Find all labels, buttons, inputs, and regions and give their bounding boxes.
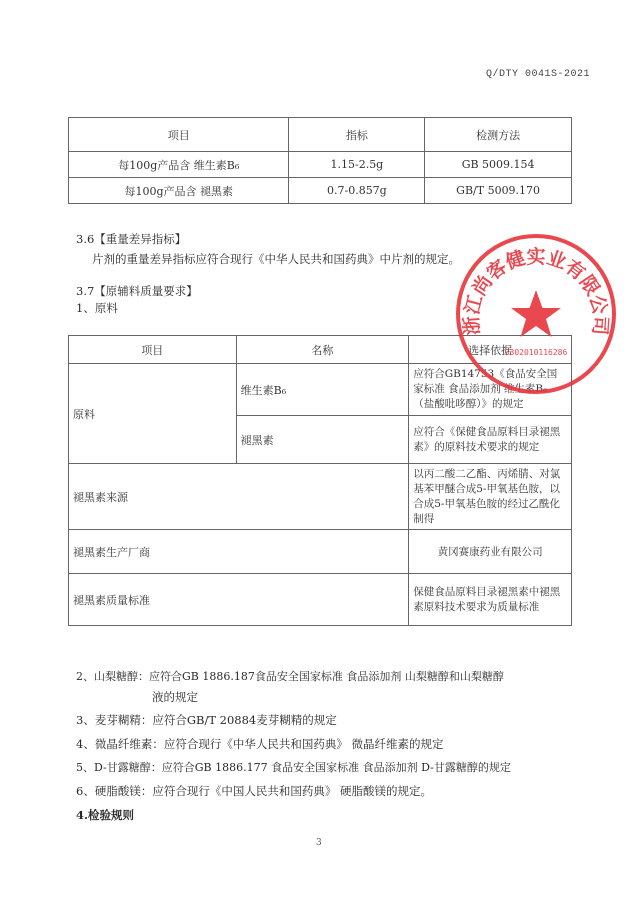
- list-item-continuation: 液的规定: [152, 690, 198, 704]
- table-row: [69, 464, 572, 530]
- table-header-cell: 名称: [236, 336, 409, 364]
- seal-star-icon: [511, 290, 561, 337]
- table-cell: 每100g产品含 褪黑素: [69, 178, 289, 204]
- table-row: [69, 530, 572, 574]
- table-cell: 褪黑素生产厂商: [69, 530, 409, 574]
- seal-code: 3302010116286: [504, 348, 568, 357]
- table-cell: 1.15-2.5g: [289, 152, 425, 178]
- seal-text: 浙江尚客健实业有限公司: [460, 245, 612, 336]
- table-cell: 保健食品原料目录褪黑素中褪黑素原料技术要求为质量标准: [409, 574, 572, 626]
- table-cell: 0.7-0.857g: [289, 178, 425, 204]
- table-cell: 褪黑素: [236, 416, 409, 464]
- table-cell: GB/T 5009.170: [425, 178, 572, 204]
- list-item: 3、麦芽糊精：应符合GB/T 20884麦芽糊精的规定: [76, 713, 337, 727]
- page-number: 3: [316, 838, 322, 848]
- table-cell: 每100g产品含 维生素B₆: [69, 152, 289, 178]
- section-heading-4: 4.检验规则: [76, 808, 135, 822]
- list-item: 2、山梨糖醇：应符合GB 1886.187食品安全国家标准 食品添加剂 山梨糖醇和山梨糖醇: [76, 670, 504, 683]
- table-cell: 褪黑素来源: [69, 464, 409, 530]
- table-cell: 维生素B₆: [236, 364, 409, 416]
- table-cell: 原料: [69, 364, 237, 464]
- document-number: Q/DTY 0041S-2021: [486, 69, 591, 80]
- section-heading-3-7: 3.7【原辅料质量要求】: [76, 284, 198, 298]
- table-row: [69, 574, 572, 626]
- list-item: 4、微晶纤维素：应符合现行《中华人民共和国药典》 微晶纤维素的规定: [76, 737, 444, 751]
- table-cell: 黄冈赛康药业有限公司: [409, 530, 572, 574]
- table-cell: 以丙二酸二乙酯、丙烯腈、对氯基苯甲醚合成5-甲氧基色胺，以合成5-甲氧基色胺的经过乙酰化制得: [409, 464, 572, 530]
- section-text-3-6: 片剂的重量差异指标应符合现行《中华人民共和国药典》中片剂的规定。: [92, 252, 460, 266]
- table-header-cell: 项目: [69, 336, 237, 364]
- table-cell: 褪黑素质量标准: [69, 574, 409, 626]
- section-heading-3-6: 3.6【重量差异指标】: [76, 232, 187, 246]
- table-header-row: [69, 118, 572, 152]
- table-header-cell: 检测方法: [425, 118, 572, 152]
- table-cell: 应符合GB14753《食品安全国家标准 食品添加剂 维生素B₆（盐酸吡哆醇）》的规定: [409, 364, 572, 416]
- table-row: [69, 178, 572, 204]
- indicator-table: [68, 117, 572, 204]
- table-row: [69, 152, 572, 178]
- list-item: 6、硬脂酸镁：应符合现行《中国人民共和国药典》 硬脂酸镁的规定。: [76, 784, 432, 798]
- table-cell: GB 5009.154: [425, 152, 572, 178]
- company-seal-stamp: [454, 232, 618, 396]
- table-header-cell: 选择依据: [409, 336, 572, 364]
- table-header-cell: 指标: [289, 118, 425, 152]
- subsection-raw-materials: 1、原料: [76, 301, 118, 315]
- table-header-cell: 项目: [69, 118, 289, 152]
- list-item: 5、D-甘露糖醇：应符合GB 1886.177 食品安全国家标准 食品添加剂 D-甘露糖醇的规定: [76, 761, 511, 774]
- table-cell: 应符合《保健食品原料目录褪黑素》的原料技术要求的规定: [409, 416, 572, 464]
